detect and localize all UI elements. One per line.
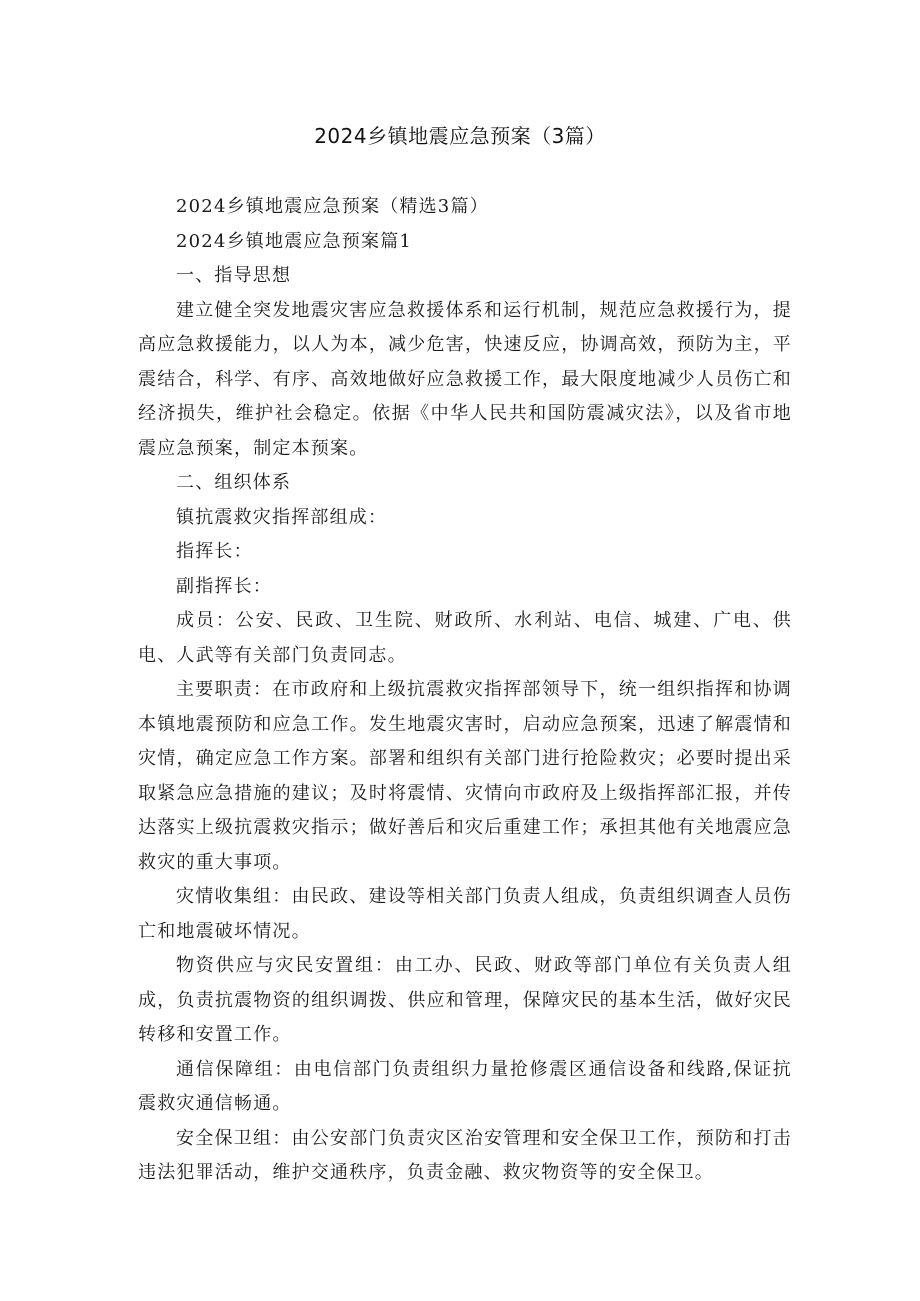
paragraph-security-group: 安全保卫组：由公安部门负责灾区治安管理和安全保卫工作，预防和打击违法犯罪活动，维护交通秩序，负责金融、救灾物资等的安全保卫。	[138, 1127, 792, 1183]
paragraph-section-heading: 2024乡镇地震应急预案篇1	[176, 230, 413, 252]
document-title: 2024乡镇地震应急预案（3篇）	[314, 124, 606, 148]
paragraph-subtitle: 2024乡镇地震应急预案（精选3篇）	[176, 196, 489, 217]
paragraph-members: 成员：公安、民政、卫生院、财政所、水利站、电信、城建、广电、供电、人武等有关部门负责同志。	[138, 610, 792, 666]
paragraph-communication-group: 通信保障组：由电信部门负责组织力量抢修震区通信设备和线路,保证抗震救灾通信畅通。	[138, 1058, 792, 1114]
paragraph-commander: 指挥长：	[176, 541, 253, 562]
paragraph-disaster-info-group: 灾情收集组：由民政、建设等相关部门负责人组成，负责组织调查人员伤亡和地震破坏情况。	[138, 886, 792, 942]
paragraph-guiding-principle: 建立健全突发地震灾害应急救援体系和运行机制，规范应急救援行为，提高应急救援能力，以人为本，减少危害，快速反应，协调高效，预防为主，平震结合，科学、有序、高效地做好应急救援工作，最大限度地减少人员伤亡和经济损失，维护社会稳定。依据《中华人民共和国防震减灾法》，以及省市地震应急预案，制定本预案。	[138, 299, 792, 459]
document-body	[138, 190, 792, 1191]
heading-guiding-principle: 一、指导思想	[176, 265, 292, 286]
paragraph-supply-resettlement-group: 物资供应与灾民安置组：由工办、民政、财政等部门单位有关负责人组成，负责抗震物资的组织调拨、供应和管理，保障灾民的基本生活，做好灾民转移和安置工作。	[138, 955, 792, 1045]
paragraph-deputy-commander: 副指挥长：	[176, 575, 272, 597]
paragraph-command-composition: 镇抗震救灾指挥部组成：	[176, 506, 388, 528]
paragraph-main-duties: 主要职责：在市政府和上级抗震救灾指挥部领导下，统一组织指挥和协调本镇地震预防和应急工作。发生地震灾害时，启动应急预案，迅速了解震情和灾情，确定应急工作方案。部署和组织有关部门进行抢险救灾；必要时提出采取紧急应急措施的建议；及时将震情、灾情向市政府及上级指挥部汇报，并传达落实上级抗震救灾指示；做好善后和灾后重建工作；承担其他有关地震应急救灾的重大事项。	[138, 679, 792, 873]
heading-organization: 二、组织体系	[176, 472, 292, 493]
